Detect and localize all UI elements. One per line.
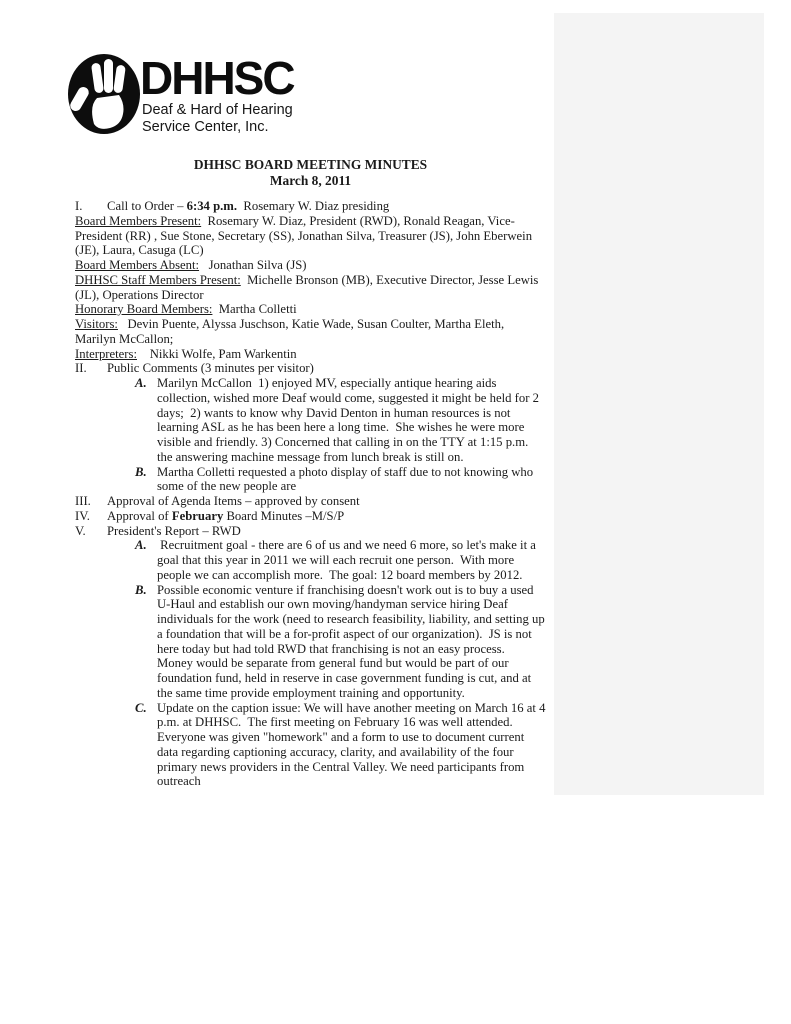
item-text: Recruitment goal - there are 6 of us and we need 6 more, so let's make it a goal that this year in 2011 we will each recruit one person. With more people we can accomplish more. The goal: 12 board members by 2012.: [157, 538, 540, 582]
item-number: A.: [135, 376, 147, 390]
item-text: President's Report – RWD: [107, 523, 241, 538]
minutes-item: [135, 376, 546, 465]
item-text: DHHSC Staff Members Present: Michelle Bronson (MB), Executive Director, Jesse Lewis (JL), Operations Director: [75, 272, 542, 302]
asl-hand-in-black-circle-icon: [66, 52, 142, 141]
item-number: V.: [75, 523, 86, 538]
minutes-item: [75, 524, 546, 539]
item-number: II.: [75, 361, 87, 376]
dhhsc-logo: [66, 52, 346, 138]
item-number: A.: [135, 538, 147, 553]
logo-text: [140, 54, 294, 135]
item-number: III.: [75, 494, 91, 508]
minutes-item: [135, 538, 546, 582]
item-text: Visitors: Devin Puente, Alyssa Juschson, Katie Wade, Susan Coulter, Martha Eleth, Marilyn McCallon;: [75, 317, 508, 346]
document-title-line1: DHHSC BOARD MEETING MINUTES: [193, 157, 428, 172]
item-number: B.: [135, 582, 147, 597]
item-text: Possible economic venture if franchising doesn't work out is to buy a used U-Haul and establish our own moving/handyman service hiring Deaf individuals for the work (need to research feasibility, liability, and setting up a foundation that will be a for-profit aspect of our organization). JS is not here today but had told RWD that franchising is not an easy process. Money would be separate from general fund but would be part of our foundation fund, held in reserve in case government funding is cut, and at the same time provide employment training and opportunity.: [157, 582, 548, 700]
document-title-line2: March 8, 2011: [269, 172, 352, 188]
minutes-paragraph: [75, 273, 546, 303]
logo-tagline-line1: Deaf & Hard of Hearing: [142, 102, 293, 118]
item-text: Call to Order – 6:34 p.m. Rosemary W. Diaz presiding: [107, 199, 390, 213]
minutes-item: [75, 199, 546, 214]
item-text: Marilyn McCallon 1) enjoyed MV, especially antique hearing aids collection, wished more Deaf would come, suggested it might be held for 2 days; 2) wants to know why David Denton in human resources is not learning ASL as he has been here a long time. She wishes he were more visible and friendly. 3) Concerned that calling in on the TTY at 1:15 p.m. the answering machine message from lunch break is still on.: [157, 376, 543, 464]
item-number: IV.: [75, 508, 90, 523]
minutes-item: [135, 700, 549, 790]
item-number: I.: [75, 199, 83, 213]
item-text: Approval of Agenda Items – approved by consent: [107, 494, 360, 508]
minutes-paragraph: [75, 317, 546, 347]
item-number: B.: [135, 464, 147, 479]
minutes-body: [75, 199, 549, 789]
item-number: C.: [135, 700, 147, 715]
document-title: [75, 157, 546, 188]
item-text: Board Members Present: Rosemary W. Diaz, President (RWD), Ronald Reagan, Vice-President (RR) , Sue Stone, Secretary (SS), Jonathan Silva, Treasurer (JS), John Eberwein (JE), Laura, Casuga (LC): [75, 213, 536, 258]
minutes-paragraph: [75, 347, 546, 362]
item-text: Update on the caption issue: We will have another meeting on March 16 at 4 p.m. at DHHSC. The first meeting on February 16 was well attended. Everyone was given "homework" and a form to use to document current data regarding captioning accuracy, clarity, and availability of the four primary news providers in the Central Valley. We need participants from outreach: [157, 700, 549, 789]
item-text: Public Comments (3 minutes per visitor): [107, 361, 314, 376]
right-gray-panel: [554, 13, 764, 795]
minutes-paragraph: [75, 302, 546, 317]
item-text: Board Members Absent: Jonathan Silva (JS): [75, 258, 307, 272]
minutes-item: [135, 583, 546, 701]
item-text: Honorary Board Members: Martha Colletti: [75, 302, 297, 317]
minutes-paragraph: [75, 258, 546, 273]
minutes-item: [75, 361, 546, 376]
minutes-paragraph: [75, 214, 546, 258]
item-text: Martha Colletti requested a photo display of staff due to not knowing who some of the new people are: [157, 464, 537, 494]
item-text: Approval of February Board Minutes –M/S/P: [107, 508, 345, 523]
logo-acronym: DHHSC: [140, 52, 294, 104]
minutes-item: [135, 465, 546, 495]
logo-tagline-line2: Service Center, Inc.: [142, 118, 269, 135]
item-text: Interpreters: Nikki Wolfe, Pam Warkentin: [75, 346, 297, 361]
minutes-item: [75, 494, 546, 509]
minutes-item: [75, 509, 546, 524]
